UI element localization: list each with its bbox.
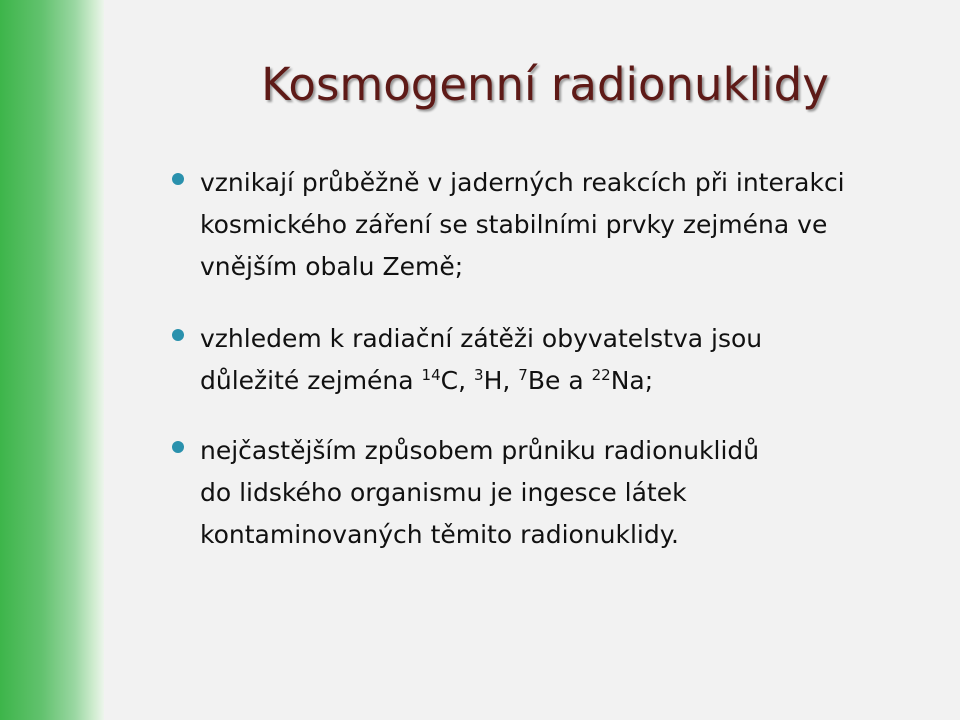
bullet-text-line: nejčastějším způsobem průniku radionuklidů — [200, 436, 760, 465]
bullet-text-prefix: důležité zejména — [200, 366, 422, 395]
isotope-separator: , — [502, 366, 519, 395]
isotope-symbol: Be — [527, 366, 561, 395]
isotope-mass-number: 14 — [421, 366, 441, 384]
isotope-mass-number: 7 — [518, 366, 528, 384]
bullet-item — [172, 162, 932, 288]
bullet-list — [172, 162, 932, 586]
bullet-item — [172, 430, 932, 556]
isotope-separator: a — [560, 366, 592, 395]
isotope-mass-number: 3 — [474, 366, 484, 384]
bullet-text-line: do lidského organismu je ingesce látek — [200, 478, 687, 507]
slide-title: Kosmogenní radionuklidy — [261, 58, 829, 111]
bullet-text-line: vzhledem k radiační zátěži obyvatelstva jsou — [200, 324, 763, 353]
isotope-symbol: C — [440, 366, 459, 395]
bullet-item — [172, 318, 932, 402]
isotope-mass-number: 22 — [591, 366, 611, 384]
isotope-symbol: H — [483, 366, 503, 395]
bullet-dot-icon — [172, 329, 184, 341]
bullet-text-line: kontaminovaných těmito radionuklidy. — [200, 520, 679, 549]
isotope-separator: ; — [644, 366, 654, 395]
bullet-text-line: vznikají průběžně v jaderných reakcích při interakci — [200, 168, 845, 197]
isotope-separator: , — [458, 366, 475, 395]
bullet-text-line-isotopes — [200, 360, 932, 402]
isotope-symbol: Na — [610, 366, 645, 395]
bullet-text-line: kosmického záření se stabilními prvky zejména ve — [200, 210, 828, 239]
bullet-text-line: vnějším obalu Země; — [200, 252, 464, 281]
bullet-dot-icon — [172, 173, 184, 185]
bullet-dot-icon — [172, 441, 184, 453]
